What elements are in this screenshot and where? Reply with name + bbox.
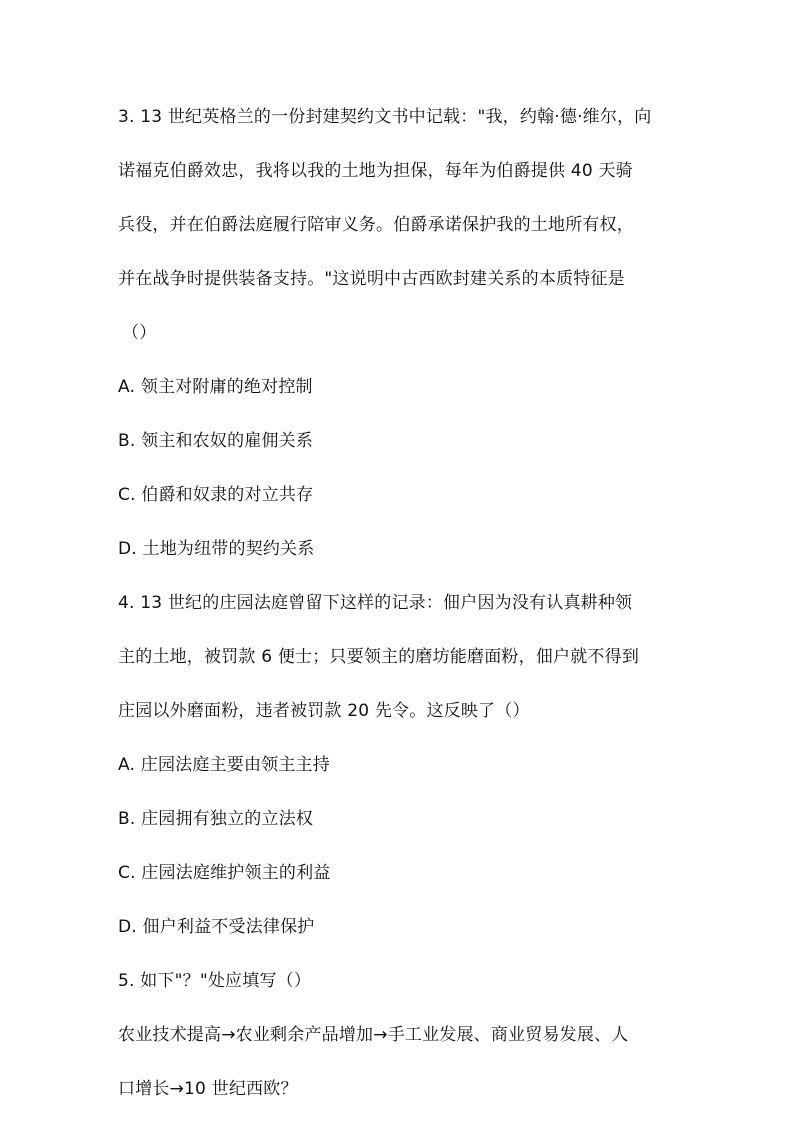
question-5-flow-line-1: 农业技术提高→农业剩余产品增加→手工业发展、商业贸易发展、人: [118, 1025, 629, 1045]
question-4-option-c[interactable]: C. 庄园法庭维护领主的利益: [118, 863, 331, 883]
question-5-line-1: 5. 如下"？"处应填写（）: [118, 971, 312, 991]
question-3-line-5: （）: [122, 323, 157, 343]
question-3-option-b[interactable]: B. 领主和农奴的雇佣关系: [118, 431, 314, 451]
question-4-line-2: 主的土地，被罚款 6 便士；只要领主的磨坊能磨面粉，佃户就不得到: [118, 647, 640, 667]
question-3-line-4: 并在战争时提供装备支持。"这说明中古西欧封建关系的本质特征是: [118, 269, 625, 289]
question-4-option-b[interactable]: B. 庄园拥有独立的立法权: [118, 809, 314, 829]
question-3-line-1: 3. 13 世纪英格兰的一份封建契约文书中记载："我，约翰·德·维尔，向: [118, 107, 652, 127]
question-3-option-d[interactable]: D. 土地为纽带的契约关系: [118, 539, 315, 559]
question-3-option-c[interactable]: C. 伯爵和奴隶的对立共存: [118, 485, 314, 505]
question-3-option-a[interactable]: A. 领主对附庸的绝对控制: [118, 377, 313, 397]
question-5-flow-line-2: 口增长→10 世纪西欧？: [118, 1079, 298, 1099]
question-3-line-3: 兵役，并在伯爵法庭履行陪审义务。伯爵承诺保护我的土地所有权，: [118, 215, 634, 235]
question-4-option-d[interactable]: D. 佃户利益不受法律保护: [118, 917, 315, 937]
question-4-line-1: 4. 13 世纪的庄园法庭曾留下这样的记录：佃户因为没有认真耕种领: [118, 593, 633, 613]
question-3-line-2: 诺福克伯爵效忠，我将以我的土地为担保，每年为伯爵提供 40 天骑: [118, 161, 633, 181]
question-4-line-3: 庄园以外磨面粉，违者被罚款 20 先令。这反映了（）: [118, 701, 530, 721]
question-4-option-a[interactable]: A. 庄园法庭主要由领主主持: [118, 755, 330, 775]
